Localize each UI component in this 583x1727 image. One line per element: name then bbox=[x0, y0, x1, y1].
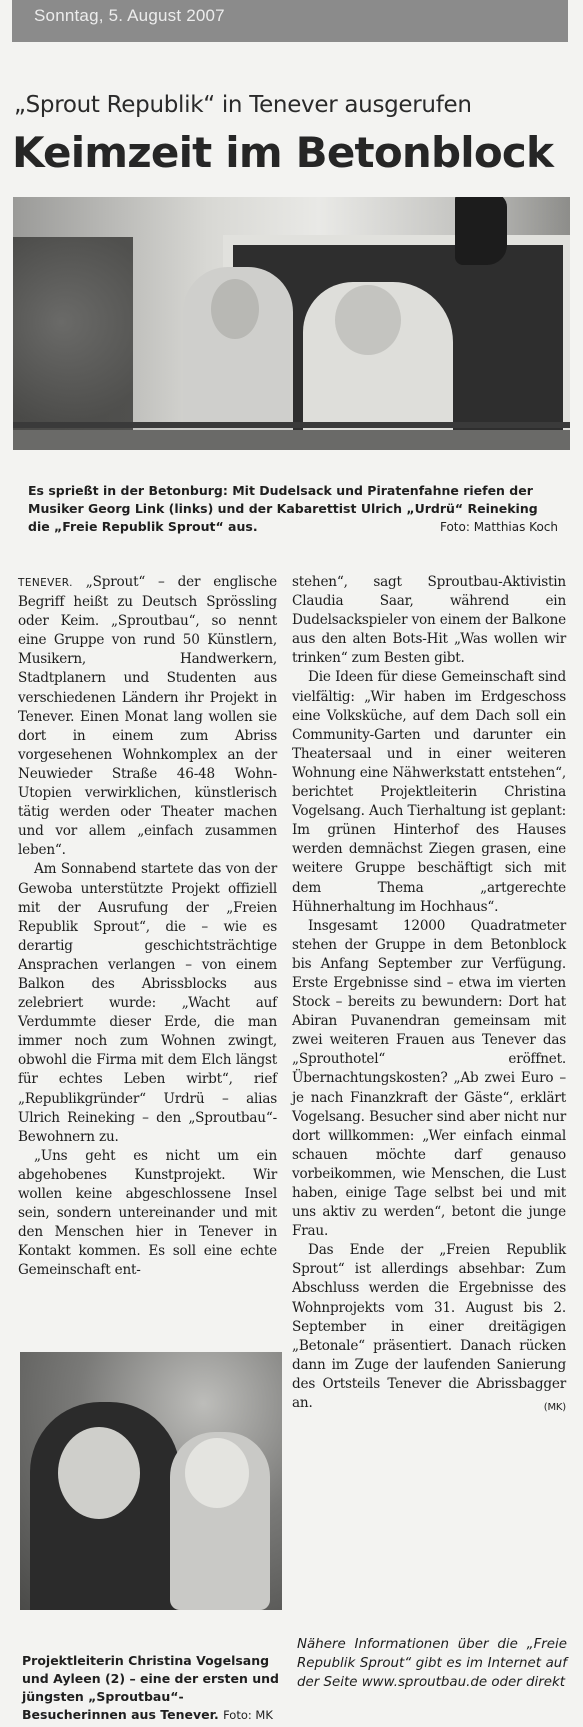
balcony-photo bbox=[13, 197, 570, 450]
paragraph: Das Ende der „Freien Republik Sprout“ ist allerdings absehbar: Zum Abschluss werden die Ergebnisse des Wohnprojekts vom 31. August bis 2. September in einer dreitägigen „Betonale“ präsentiert. Danach rücken dann im Zuge der laufenden Sanierung des Ortsteils Tenever die Abrissbagger an. (MK) bbox=[292, 1241, 566, 1413]
portrait-caption bbox=[22, 1652, 284, 1724]
photo-caption-text: Es sprießt in der Betonburg: Mit Dudelsack und Piratenfahne riefen der Musiker Georg Link (links) und der Kabarettist Ulrich „Urdrü“ Reineking die „Freie Republik Sprout“ aus. bbox=[28, 483, 538, 534]
article-headline: Keimzeit im Betonblock bbox=[12, 128, 554, 177]
paragraph: TENEVER. „Sprout“ – der englische Begriff heißt zu Deutsch Sprössling oder Keim. „Sproutbau“, so nennt eine Gruppe von rund 50 Künstlern, Musikern, Handwerkern, Stadtplanern und Studenten aus verschiedenen Ländern ihr Projekt in Tenever. Einen Monat lang wollen sie dort in einem zum Abriss vorgesehenen Wohnkomplex an der Neuwieder Straße 46-48 Wohn-Utopien verwirklichen, künstlerisch tätig werden oder Theater machen und vor allem „einfach zusammen leben“. bbox=[18, 574, 278, 859]
photo-caption bbox=[28, 482, 558, 536]
issue-date: Sonntag, 5. August 2007 bbox=[34, 6, 225, 25]
portrait-caption-text: Projektleiterin Christina Vogelsang und Ayleen (2) – eine der ersten und jüngsten „Sproutbau“-Besucherinnen aus Tenever. bbox=[22, 1653, 280, 1722]
paragraph: stehen“, sagt Sproutbau-Aktivistin Claudia Saar, während ein Dudelsackspieler von einem der Balkone aus den alten Bots-Hit „Was wollen wir trinken“ zum Besten gibt. bbox=[292, 574, 566, 667]
portrait-credit: Foto: MK bbox=[223, 1708, 273, 1722]
paragraph: Die Ideen für diese Gemeinschaft sind vielfältig: „Wir haben im Erdgeschoss eine Volksküche, auf dem Dach soll ein Community-Garten und darunter ein Theatersaal und in einer weiteren Wohnung eine Nähwerkstatt entstehen“, berichtet Projektleiterin Christina Vogelsang. Auch Tierhaltung ist geplant: Im grünen Hinterhof des Hauses werden demnächst Ziegen grasen, eine weitere Gruppe beschäftigt sich mit dem Thema „artgerechte Hühnerhaltung im Hochhaus“. bbox=[292, 669, 566, 915]
paragraph: Am Sonnabend startete das von der Gewoba unterstützte Projekt offiziell mit der Ausrufung der „Freien Republik Sprout“, die – wie es derartig geschichtsträchtige Ansprachen verlangen – von einem Balkon des Abrissblocks aus zelebriert wurde: „Wacht auf Verdummte dieser Erde, die man immer noch zum Wohnen zwingt, obwohl die Firma mit dem Elch längst für echtes Leben wirbt“, rief „Republikgründer“ Urdrü – alias Ulrich Reineking – den „Sproutbau“-Bewohnern zu. bbox=[18, 861, 277, 1145]
article-kicker: „Sprout Republik“ in Tenever ausgerufen bbox=[14, 92, 472, 118]
dateline: TENEVER. bbox=[18, 577, 73, 589]
article-column-left bbox=[18, 573, 277, 1280]
author-initials: (MK) bbox=[543, 1402, 566, 1414]
article-column-right bbox=[292, 573, 566, 1417]
paragraph: Insgesamt 12000 Quadratmeter stehen der Gruppe in dem Betonblock bis Anfang September zur Verfügung. Erste Ergebnisse sind – etwa im vierten Stock – bereits zu bewundern: Dort hat Abiran Puvanendran gemeinsam mit zwei weiteren Frauen aus Tenever das „Sprouthotel“ eröffnet. Übernachtungskosten? „Ab zwei Euro – je nach Finanzkraft der Gäste“, erklärt Vogelsang. Besucher sind aber nicht nur dort willkommen: „Wer einfach einmal schauen möchte darf genauso vorbeikommen, wie Menschen, die Lust haben, einige Tage selbst bei und mit uns aktiv zu werden“, betont die junge Frau. bbox=[292, 917, 566, 1240]
portrait-photo bbox=[20, 1352, 282, 1610]
date-bar bbox=[12, 0, 568, 42]
photo-credit: Foto: Matthias Koch bbox=[439, 520, 558, 534]
paragraph: „Uns geht es nicht um ein abgehobenes Kunstprojekt. Wir wollen keine abgeschlossene Insel sein, sondern untereinander und mit den Menschen hier in Tenever in Kontakt kommen. Es soll eine echte Gemeinschaft ent- bbox=[18, 1147, 277, 1279]
info-box: Nähere Informationen über die „Freie Republik Sprout“ gibt es im Internet auf der Seite www.sproutbau.de oder direkt bbox=[297, 1637, 567, 1690]
